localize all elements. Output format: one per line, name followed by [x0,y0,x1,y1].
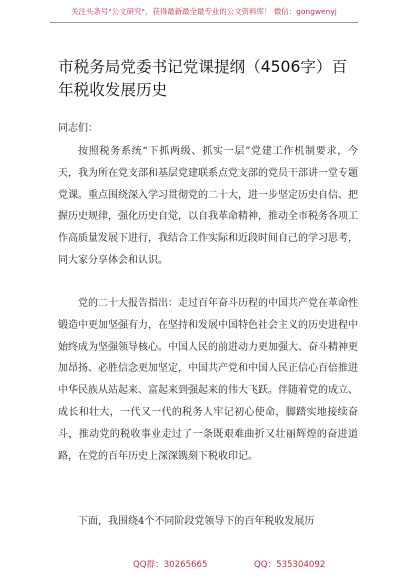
qq-number: QQ：535304092 [254,560,326,570]
document-title: 市税务局党委书记党课提纲（4506字）百年税收发展历史 [58,58,348,99]
salutation [58,118,358,140]
paragraph-text: 按照税务系统“下抓两级、抓实一层”党建工作机制要求，今天，我为所在党支部和基层党建联系点党支部的党员干部讲一堂专题党课。重点围绕深入学习贯彻党的二十大，进一步坚定历史自信、把握历史规律，强化历史自觉，以自我革命精神，推动全市税务各项工作高质量发展下进行，我结合工作实际和近段时间自己的学习思考，同大家分享体会和认识。 [58,146,358,266]
paragraph-2 [58,293,358,467]
salutation-text: 同志们： [58,123,98,134]
qq-group-number: QQ群：30265665 [133,560,208,570]
paragraph-text: 下面，我围绕4个不同阶段党领导下的百年税收发展历 [78,516,315,527]
header-banner: 关注头条号"公文研究"，获得最新最全最专业的公文资料库！ 微信：gongwenyj [71,7,337,16]
paragraph-1 [58,141,358,272]
header-divider [50,22,358,23]
paragraph-3 [58,511,358,533]
paragraph-text: 党的二十大报告指出：走过百年奋斗历程的中国共产党在革命性锻造中更加坚强有力，在坚持和发展中国特色社会主义的历史进程中始终成为坚强领导核心。中国人民的前进动力更加强大、奋斗精神更加昂扬、必胜信念更加坚定，中国共产党和中国人民正信心百倍推进中华民族从站起来、富起来到强起来的伟大飞跃。伴随着党的成立、成长和壮大，一代又一代的税务人牢记初心使命，脚踏实地接续奋斗，推动党的税收事业走过了一条既艰难曲折又壮丽辉煌的奋进道路，在党的百年历史上深深镌刻下税收印记。 [58,298,358,462]
